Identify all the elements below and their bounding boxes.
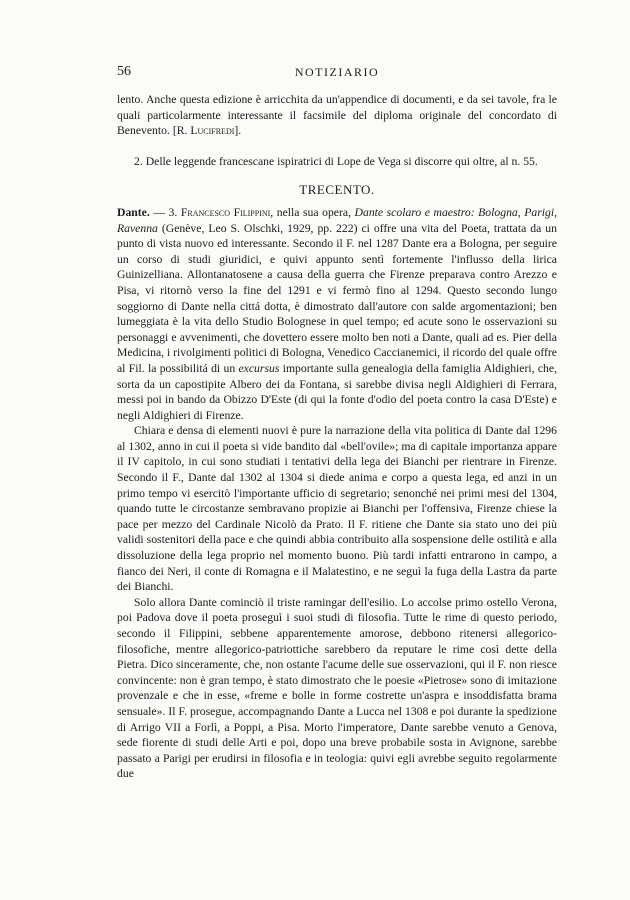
paragraph-cross-reference: 2. Delle leggende francescane ispiratrici di Lope de Vega si discorre qui oltre, al n. 55. xyxy=(134,154,538,168)
page-number: 56 xyxy=(117,64,131,79)
body-text xyxy=(117,92,557,782)
running-head: NOTIZIARIO xyxy=(294,65,380,79)
entry-heading: Dante. xyxy=(117,205,150,219)
paragraph-political-life: Chiara e densa di elementi nuovi è pure la narrazione della vita politica di Dante dal 1296 al 1302, anno in cui il poeta si vide bandito dal «bell'ovile»; ma di capitale importanza appare il IV capitolo, in cui sono studiati i tentativi della lega dei Bianchi per rientrare in Firenze. Secondo il F., Dante dal 1302 al 1304 si diede anima e corpo a questa lega, ed anzi in un primo tempo vi esercitò l'importante ufficio di segretario; senonché nei primi mesi del 1304, quando tutte le circostanze sembravano propizie ai Bianchi per l'offensiva, Firenze chiese la pace per mezzo del Cardinale Nicolò da Prato. Il F. ritiene che Dante sia stato uno dei più validi sostenitori della pace e che quindi abbia contribuito alla sospensione delle ostilità e alla dissoluzione della lega proprio nel momento buono. Più tardi infatti entrarono in campo, a fianco dei Neri, il conte di Romagna e il Malatestino, e ne seguì la fuga della Lastra da parte dei Bianchi. xyxy=(117,424,557,594)
review-text-3: importante sulla genealogia della famiglia Aldighieri, che, sorta da un capostipite Albero dei da Fontana, si sarebbe divisa negli Aldighieri di Ferrara, messi poi in bando da Obizzo D'Este (di qui la fonte d'odio del poeta contro la casa D'Este) e negli Aldighieri di Firenze. xyxy=(117,361,557,422)
entry-author: Francesco Filippini xyxy=(180,205,271,219)
page-header xyxy=(117,64,557,84)
paragraph-exile: Solo allora Dante cominciò il triste ramingar dell'esilio. Lo accolse primo ostello Verona, poi Padova dove il poeta proseguì i suoi studi di filosofia. Tutte le rime di questo periodo, secondo il Filippini, sebbene apparentemente amorose, debbono ritenersi allegorico-filosofiche, mentre allegorico-patriottiche sarebbero da reputare le rime così dette della Pietra. Dico sinceramente, che, non ostante l'acume delle sue osservazioni, qui il F. non riesce convincente: non è gran tempo, è stato dimostrato che le poesie «Pietrose» sono di imitazione provenzale e che in esse, «freme e bolle in forme costrette un'aspra e insoddisfatta brama sensuale». Il F. prosegue, accompagnando Dante a Lucca nel 1308 e poi durante la spedizione di Arrigo VII a Forlì, a Poppi, a Pisa. Morto l'imperatore, Dante sarebbe venuto a Genova, sede fiorente di studi delle Arti e poi, dopo una breve probabile sosta in Avignone, sarebbe passato a Parigi per erudirsi in filosofia e in teologia: quivi egli avrebbe seguito regolarmente due xyxy=(117,595,557,781)
reviewer-name: Lucifredi xyxy=(190,124,235,138)
review-text-1: , nella sua opera, xyxy=(270,205,355,219)
reviewer-close: ]. xyxy=(234,124,242,138)
book-title: Dante scolaro e maestro: Bologna, Parigi, Ravenna xyxy=(117,205,558,235)
latin-term: excursus xyxy=(238,361,280,375)
edition-note-text: lento. Anche questa edizione è arricchita da un'appendice di documenti, e da sei tavole, fra le quali particolarmente interessante il facsimile del diploma originale del concordato di Benevento. [R. xyxy=(117,93,557,138)
paragraph-filippini-review xyxy=(117,205,557,423)
entry-number: — 3. xyxy=(149,205,181,219)
paragraph-edition-note xyxy=(117,92,557,139)
review-text-2: (Genève, Leo S. Olschki, 1929, pp. 222) ci offre una vita del Poeta, trattata da un punto di vista nuovo ed interessante. Secondo il F. nel 1287 Dante era a Bologna, per seguire un corso di studi giuridici, e quivi appunto sentì fortemente l'influsso della lirica Guinizelliana. Allontanatosene a causa della guerra che Firenze preparava contro Arezzo e Pisa, vi ritornò verso la fine del 1291 e vi fermò fino al 1294. Questo secondo lungo soggiorno di Dante nella cittá dotta, è dimostrato dall'autore con salde argomentazioni; ben lumeggiata è la vita dello Studio Bolognese in quel tempo; ed acute sono le osservazioni su personaggi e avvenimenti, che dovettero essere molto ben noti a Dante, quali ad es. Pier della Medicina, i rivolgimenti politici di Bologna, Venedico Caccianemici, il ricordo del quale offre al Fil. la possibilitá di un xyxy=(117,221,557,375)
section-title: TRECENTO. xyxy=(299,182,375,198)
